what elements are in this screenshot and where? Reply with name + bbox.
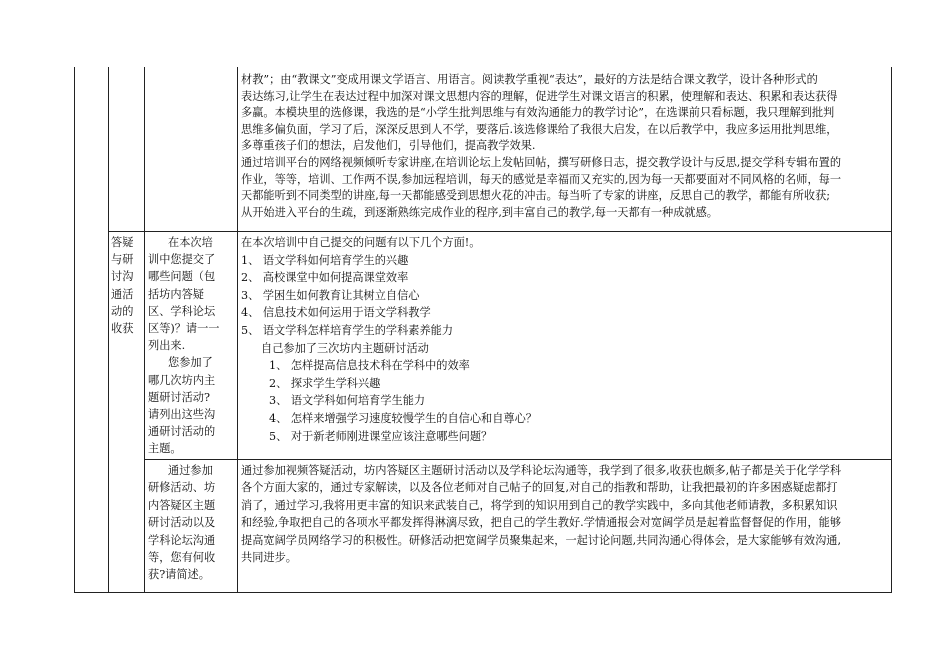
category-label-cell <box>111 234 143 337</box>
submitted-question: 2、 高校课堂中如何提高课堂效率 <box>241 271 409 285</box>
text-line: 和经验,争取把自己的各项水平都发挥得淋漓尽致，把自己的学生教好.学情通报会对宽阔学员是起着监督督促的作用，能够 <box>241 516 842 530</box>
text-line: 材教”；由“教课文”变成用课文学语言、用语言。阅读教学重视“表达”，最好的方法是结合课文教学，设计各种形式的 <box>241 73 818 86</box>
column-divider-3 <box>237 67 238 593</box>
question-line: 哪几次坊内主 <box>148 373 216 387</box>
text-line: 通过参加视频答疑活动，坊内答疑区主题研讨活动以及学科论坛沟通等，我学到了很多,收获也颇多,帖子都是关于化学学科 <box>241 464 842 477</box>
question-cell-1 <box>148 234 236 458</box>
submitted-question: 4、 信息技术如何运用于语文学科教学 <box>241 306 431 320</box>
question-cell-2 <box>148 462 236 584</box>
submitted-question: 1、 语文学科如何培育学生的兴趣 <box>241 253 409 267</box>
question-line: 内答疑区主题 <box>148 498 216 512</box>
category-line: 答疑 <box>111 236 134 249</box>
text-line: 共同进步。 <box>241 551 297 565</box>
column-divider-2 <box>144 67 145 593</box>
answer-intro: 在本次培训中自己提交的问题有以下几个方面!。 <box>241 236 481 249</box>
answer-cell-2 <box>241 462 887 566</box>
text-line: 提高宽阔学员网络学习的积极性。研修活动把宽阔学员聚集起来，一起讨论问题,共同沟通心得体会，是大家能够有效沟通, <box>241 533 842 547</box>
answer-cell-1 <box>241 234 887 445</box>
submitted-question: 3、 学困生如何教育让其树立自信心 <box>241 288 420 302</box>
question-line: 通过参加 <box>168 464 213 477</box>
text-line: 天都能听到不同类型的讲座,每一天都能感受到思想火花的冲击。每当听了专家的讲座，反思自己的教学，都能有所收获; <box>241 189 831 203</box>
text-line: 消了，通过学习,我将用更丰富的知识来武装自己，将学到的知识用到自己的教学实践中，多向其他老师请教，多积累知识 <box>241 498 838 512</box>
row-divider-2 <box>144 459 892 460</box>
activity-topic: 1、 怎样提高信息技术科在学科中的效率 <box>269 359 470 373</box>
question-line: 括坊内答疑 <box>148 287 204 301</box>
table-border-left <box>74 67 75 593</box>
question-line: 通研讨活动的 <box>148 425 216 439</box>
category-line: 通活 <box>111 287 134 301</box>
document-table <box>74 67 892 593</box>
activities-intro: 自己参加了三次坊内主题研讨活动 <box>261 341 429 355</box>
question-line: 您参加了 <box>168 356 213 370</box>
activity-topic: 4、 怎样来增强学习速度较慢学生的自信心和自尊心？ <box>269 411 537 425</box>
submitted-question: 5、 语文学科怎样培育学生的学科素养能力 <box>241 323 454 337</box>
question-line: 训中您提交了 <box>148 253 216 267</box>
activity-topic: 2、 探求学生学科兴趣 <box>269 376 381 390</box>
row-divider-1 <box>108 231 892 232</box>
question-line: 区等)？请一一 <box>148 322 220 336</box>
question-line: 区、学科论坛 <box>148 304 216 318</box>
question-line: 研修活动、坊 <box>148 481 216 495</box>
question-line: 学科论坛沟通 <box>148 533 216 547</box>
activity-topic: 3、 语文学科如何培育学生能力 <box>269 394 426 408</box>
activity-topic: 5、 对于新老师刚进课堂应该注意哪些问题？ <box>269 429 493 443</box>
question-line: 哪些问题（包 <box>148 270 216 284</box>
question-line: 请列出这些沟 <box>148 408 216 422</box>
question-line: 研讨活动以及 <box>148 516 216 530</box>
text-line: 各个方面大家的，通过专家解读，以及各位老师对自己帖子的回复,对自己的指教和帮助，让我把最初的许多困惑疑虑都打 <box>241 481 838 495</box>
text-line: 多赢。本模块里的选修课，我选的是“小学生批判思维与有效沟通能力的教学讨论”，在选课前只看标题，我只理解到批判 <box>241 106 835 120</box>
question-line: 主题。 <box>148 442 182 456</box>
table-border-right <box>891 67 892 593</box>
text-line: 表达练习,让学生在表达过程中加深对课文思想内容的理解，促进学生对课文语言的积累，使理解和表达、积累和表达获得 <box>241 89 838 103</box>
question-line: 列出来. <box>148 339 186 353</box>
text-line: 思维多偏负面，学习了后，深深反思到人不学，要落后.该选修课给了我很大启发，在以后教学中，我应多运用批判思维， <box>241 122 838 136</box>
question-line: 等，您有何收 <box>148 551 216 565</box>
category-line: 动的 <box>111 304 134 318</box>
text-line: 作业，等等，培训、工作两不误,参加远程培训，每天的感觉是幸福而又充实的,因为每一天都要面对不同风格的名师，每一 <box>241 172 842 186</box>
category-line: 讨沟 <box>111 270 134 284</box>
table-border-bottom <box>74 592 892 593</box>
category-line: 与研 <box>111 253 134 267</box>
column-divider-1 <box>108 67 109 593</box>
reflection-text-cell <box>241 72 887 221</box>
question-line: 获?请简述。 <box>148 568 210 582</box>
category-line: 收获 <box>111 322 134 336</box>
text-line: 从开始进入平台的生疏，到逐渐熟练完成作业的程序,到丰富自己的教学,每一天都有一种成就感。 <box>241 205 718 219</box>
question-line: 在本次培 <box>168 236 213 249</box>
question-line: 题研讨活动? <box>148 390 210 404</box>
text-line: 多尊重孩子们的想法，启发他们，引导他们，提高教学效果. <box>241 139 536 153</box>
text-line: 通过培训平台的网络视频倾听专家讲座,在培训论坛上发帖回帖，撰写研修日志，提交教学设计与反思,提交学科专辑布置的 <box>241 155 842 169</box>
